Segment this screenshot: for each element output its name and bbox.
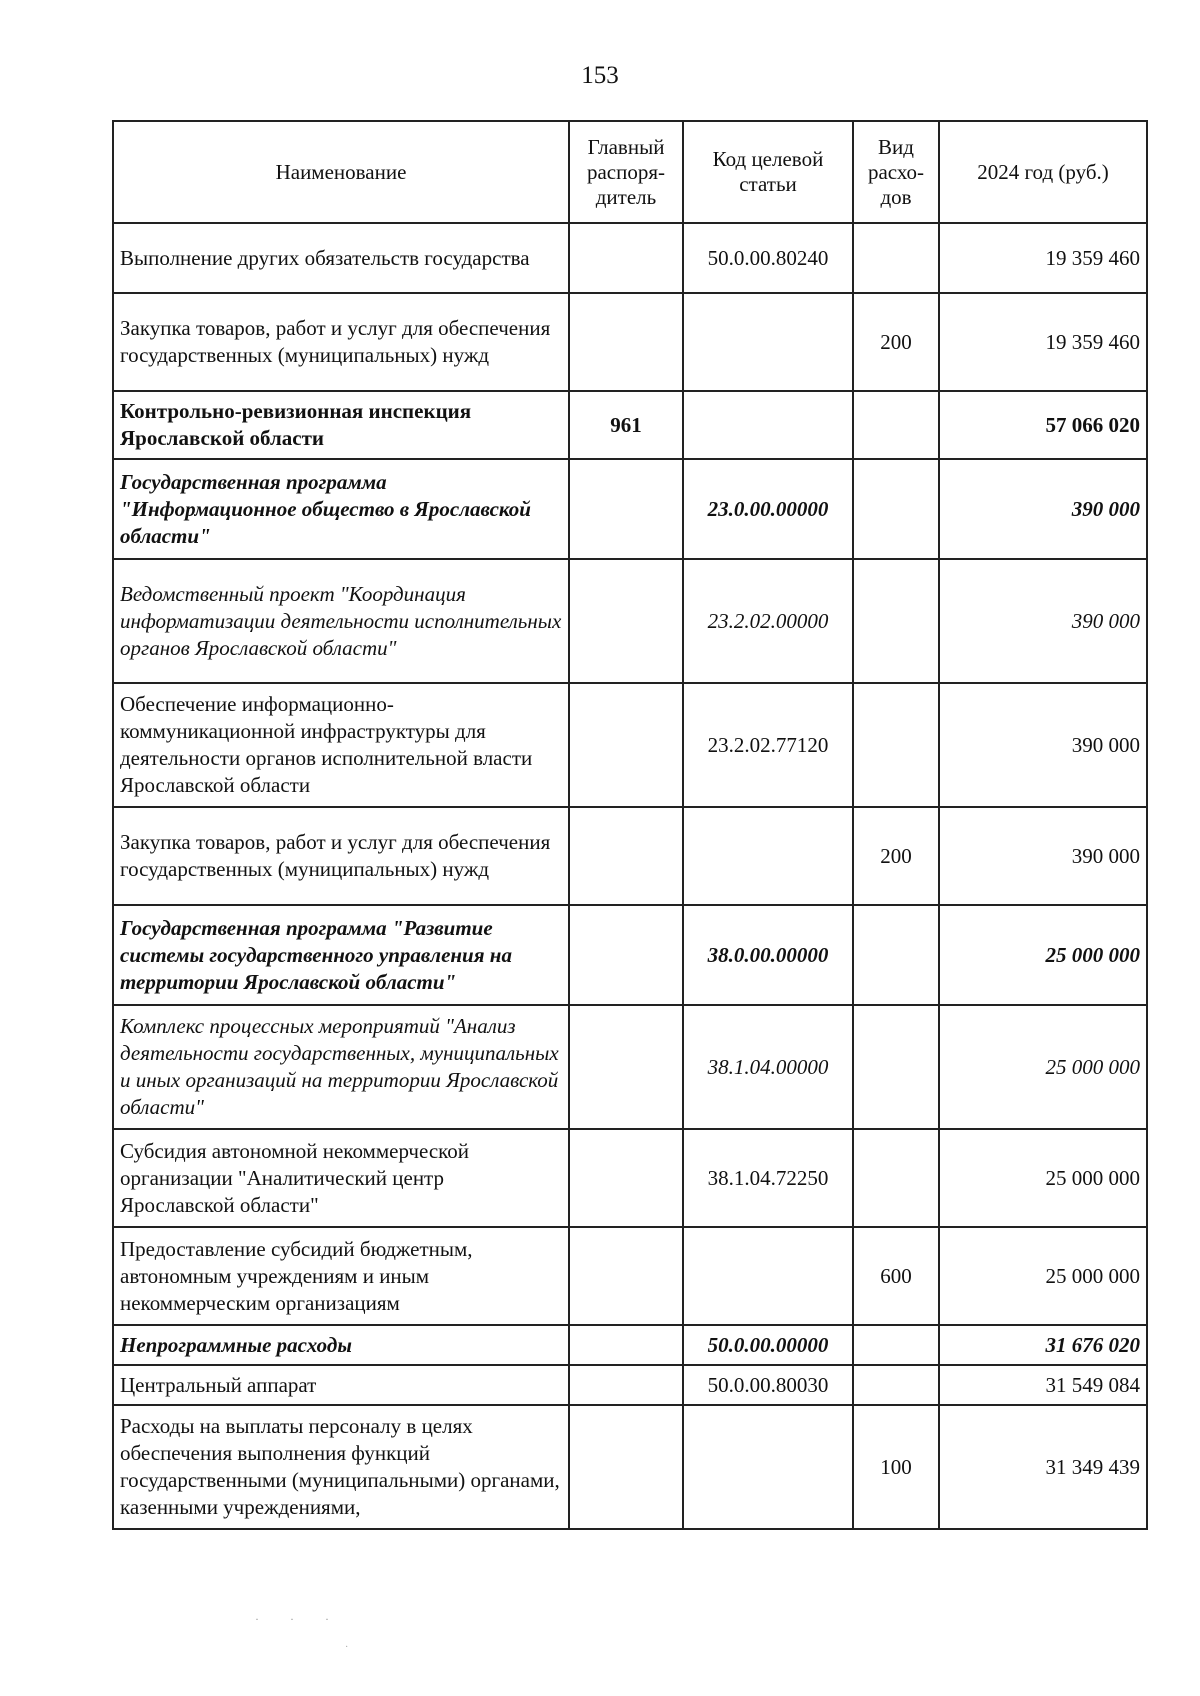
row-manager-cell (569, 1325, 683, 1365)
row-code-cell: 50.0.00.80240 (683, 223, 853, 293)
table-row (113, 1005, 1147, 1129)
table-row (113, 1405, 1147, 1529)
row-amount-cell: 19 359 460 (939, 223, 1147, 293)
row-manager-cell (569, 1365, 683, 1405)
table-row (113, 1129, 1147, 1227)
row-expense-type-cell (853, 459, 939, 559)
table-body (113, 223, 1147, 1529)
row-code-cell: 50.0.00.80030 (683, 1365, 853, 1405)
scan-specks: · · · (255, 1612, 343, 1626)
row-manager-cell (569, 1405, 683, 1529)
row-name-cell: Государственная программа "Развитие системы государственного управления на территории Ярославской области" (113, 905, 569, 1005)
row-expense-type-cell (853, 223, 939, 293)
header-code: Код целевой статьи (683, 121, 853, 223)
row-name-cell: Обеспечение информационно-коммуникационной инфраструктуры для деятельности органов исполнительной власти Ярославской области (113, 683, 569, 807)
row-name-cell: Непрограммные расходы (113, 1325, 569, 1365)
row-code-cell: 50.0.00.00000 (683, 1325, 853, 1365)
row-amount-cell: 31 676 020 (939, 1325, 1147, 1365)
row-expense-type-cell (853, 1005, 939, 1129)
row-name-cell: Комплекс процессных мероприятий "Анализ деятельности государственных, муниципальных и иных организаций на территории Ярославской области" (113, 1005, 569, 1129)
row-manager-cell: 961 (569, 391, 683, 459)
row-code-cell: 23.0.00.00000 (683, 459, 853, 559)
row-expense-type-cell: 200 (853, 807, 939, 905)
row-name-cell: Предоставление субсидий бюджетным, автономным учреждениям и иным некоммерческим организациям (113, 1227, 569, 1325)
table-row (113, 1227, 1147, 1325)
row-expense-type-cell (853, 559, 939, 683)
page-number: 153 (581, 62, 619, 89)
row-manager-cell (569, 683, 683, 807)
row-expense-type-cell (853, 391, 939, 459)
row-code-cell: 38.1.04.00000 (683, 1005, 853, 1129)
scan-speck: · (345, 1642, 349, 1653)
row-expense-type-cell (853, 1365, 939, 1405)
row-code-cell (683, 1405, 853, 1529)
row-amount-cell: 390 000 (939, 459, 1147, 559)
row-amount-cell: 31 549 084 (939, 1365, 1147, 1405)
row-name-cell: Закупка товаров, работ и услуг для обеспечения государственных (муниципальных) нужд (113, 293, 569, 391)
row-expense-type-cell: 100 (853, 1405, 939, 1529)
row-name-cell: Центральный аппарат (113, 1365, 569, 1405)
table-row (113, 1325, 1147, 1365)
row-name-cell: Контрольно-ревизионная инспекция Ярославской области (113, 391, 569, 459)
row-manager-cell (569, 905, 683, 1005)
row-amount-cell: 390 000 (939, 559, 1147, 683)
table-row (113, 223, 1147, 293)
header-amount: 2024 год (руб.) (939, 121, 1147, 223)
table-header-row (113, 121, 1147, 223)
row-amount-cell: 25 000 000 (939, 905, 1147, 1005)
table-row (113, 559, 1147, 683)
row-code-cell (683, 391, 853, 459)
row-amount-cell: 25 000 000 (939, 1129, 1147, 1227)
row-expense-type-cell (853, 905, 939, 1005)
row-amount-cell: 57 066 020 (939, 391, 1147, 459)
row-expense-type-cell (853, 1129, 939, 1227)
table-row (113, 905, 1147, 1005)
header-name: Наименование (113, 121, 569, 223)
row-manager-cell (569, 293, 683, 391)
row-code-cell: 38.1.04.72250 (683, 1129, 853, 1227)
row-manager-cell (569, 1005, 683, 1129)
row-name-cell: Субсидия автономной некоммерческой организации "Аналитический центр Ярославской области" (113, 1129, 569, 1227)
row-amount-cell: 390 000 (939, 807, 1147, 905)
row-name-cell: Закупка товаров, работ и услуг для обеспечения государственных (муниципальных) нужд (113, 807, 569, 905)
row-manager-cell (569, 559, 683, 683)
row-amount-cell: 25 000 000 (939, 1005, 1147, 1129)
row-manager-cell (569, 1227, 683, 1325)
row-name-cell: Ведомственный проект "Координация информатизации деятельности исполнительных органов Ярославской области" (113, 559, 569, 683)
row-expense-type-cell: 200 (853, 293, 939, 391)
header-manager: Главный распоря-дитель (569, 121, 683, 223)
row-manager-cell (569, 223, 683, 293)
row-amount-cell: 25 000 000 (939, 1227, 1147, 1325)
table-row (113, 683, 1147, 807)
row-code-cell (683, 293, 853, 391)
budget-table (112, 120, 1148, 1530)
row-code-cell: 23.2.02.00000 (683, 559, 853, 683)
row-amount-cell: 19 359 460 (939, 293, 1147, 391)
row-code-cell: 38.0.00.00000 (683, 905, 853, 1005)
row-code-cell (683, 807, 853, 905)
table-row (113, 391, 1147, 459)
row-name-cell: Государственная программа "Информационное общество в Ярославской области" (113, 459, 569, 559)
table-row (113, 1365, 1147, 1405)
table-row (113, 807, 1147, 905)
row-expense-type-cell (853, 683, 939, 807)
table-row (113, 293, 1147, 391)
header-expense-type: Вид расхо-дов (853, 121, 939, 223)
row-expense-type-cell: 600 (853, 1227, 939, 1325)
row-name-cell: Расходы на выплаты персоналу в целях обеспечения выполнения функций государственными (муниципальными) органами, казенными учреждениями, (113, 1405, 569, 1529)
table-row (113, 459, 1147, 559)
row-manager-cell (569, 1129, 683, 1227)
row-amount-cell: 31 349 439 (939, 1405, 1147, 1529)
row-code-cell (683, 1227, 853, 1325)
row-code-cell: 23.2.02.77120 (683, 683, 853, 807)
row-manager-cell (569, 459, 683, 559)
row-manager-cell (569, 807, 683, 905)
row-amount-cell: 390 000 (939, 683, 1147, 807)
row-expense-type-cell (853, 1325, 939, 1365)
row-name-cell: Выполнение других обязательств государства (113, 223, 569, 293)
